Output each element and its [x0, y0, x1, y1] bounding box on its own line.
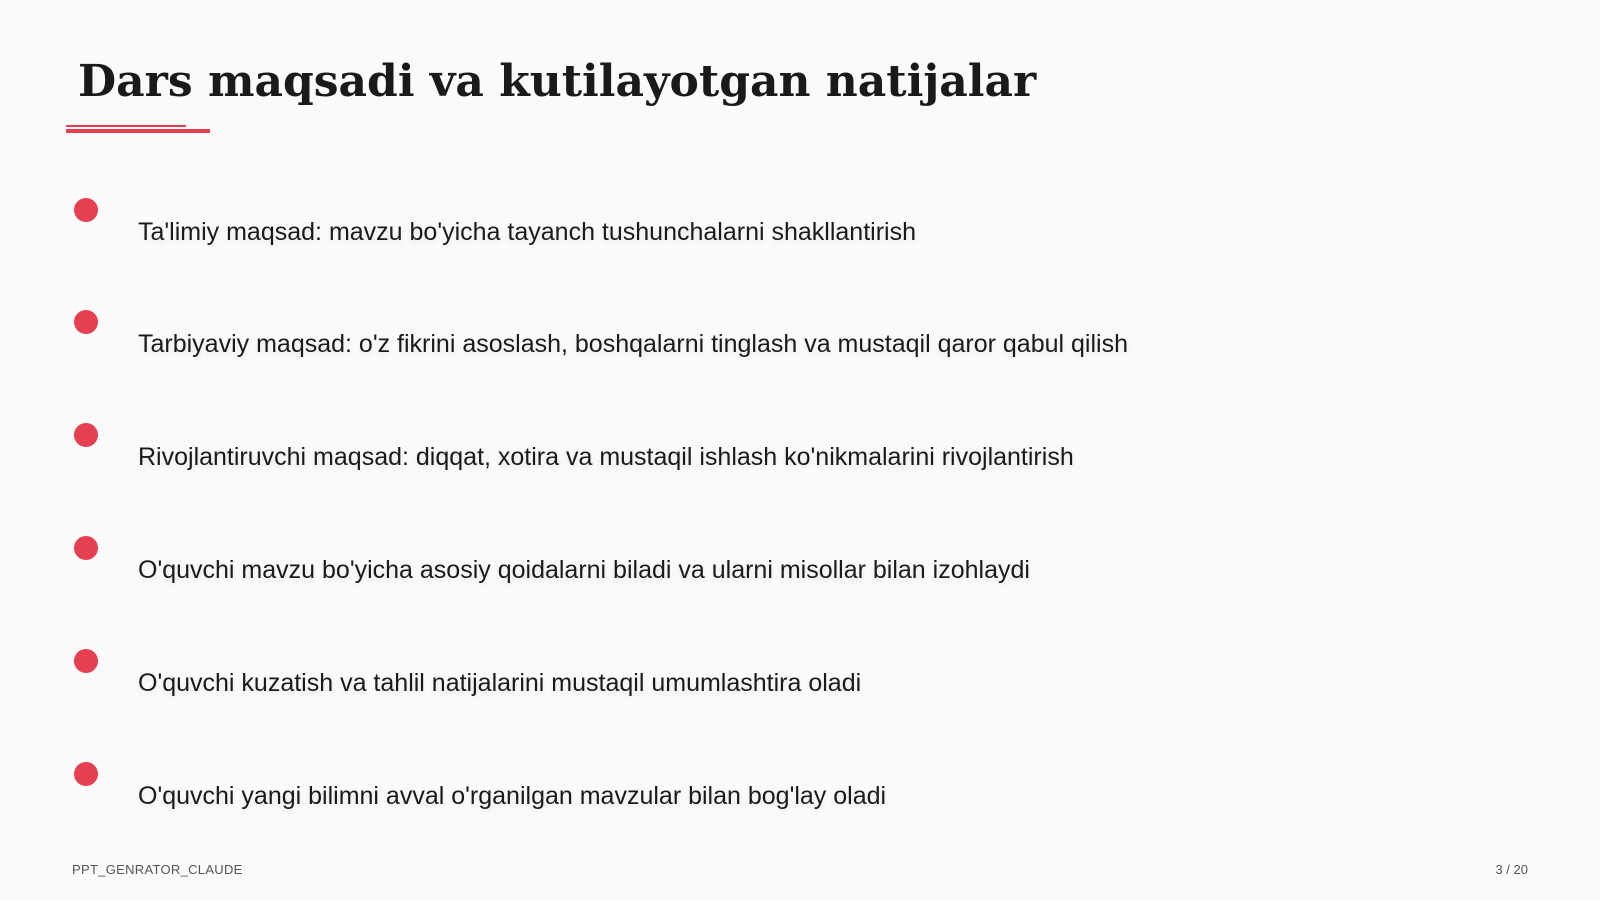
bullet-dot-icon: [74, 310, 98, 334]
list-item: [0, 536, 1600, 606]
list-item: [0, 198, 1600, 268]
list-item: [0, 310, 1600, 380]
list-item: [0, 762, 1600, 832]
bullet-text: O'quvchi kuzatish va tahlil natijalarini mustaqil umumlashtira oladi: [138, 669, 862, 697]
list-item: [0, 649, 1600, 719]
bullet-text: O'quvchi mavzu bo'yicha asosiy qoidalarni biladi va ularni misollar bilan izohlaydi: [138, 556, 1030, 584]
footer-brand: PPT_GENRATOR_CLAUDE: [72, 862, 243, 877]
bullet-dot-icon: [74, 198, 98, 222]
bullet-dot-icon: [74, 423, 98, 447]
bullet-text: O'quvchi yangi bilimni avval o'rganilgan mavzular bilan bog'lay oladi: [138, 782, 887, 810]
bullet-dot-icon: [74, 762, 98, 786]
bullet-dot-icon: [74, 536, 98, 560]
bullet-dot-icon: [74, 649, 98, 673]
bullet-text: Rivojlantiruvchi maqsad: diqqat, xotira va mustaqil ishlash ko'nikmalarini rivojlantirish: [138, 443, 1074, 471]
list-item: [0, 423, 1600, 493]
slide-title: Dars maqsadi va kutilayotgan natijalar: [78, 56, 1037, 107]
bullet-text: Tarbiyaviy maqsad: o'z fikrini asoslash, boshqalarni tinglash va mustaqil qaror qabul qilish: [138, 330, 1128, 358]
page-indicator: 3 / 20: [1495, 862, 1528, 877]
bullet-text: Ta'limiy maqsad: mavzu bo'yicha tayanch tushunchalarni shakllantirish: [138, 218, 916, 246]
